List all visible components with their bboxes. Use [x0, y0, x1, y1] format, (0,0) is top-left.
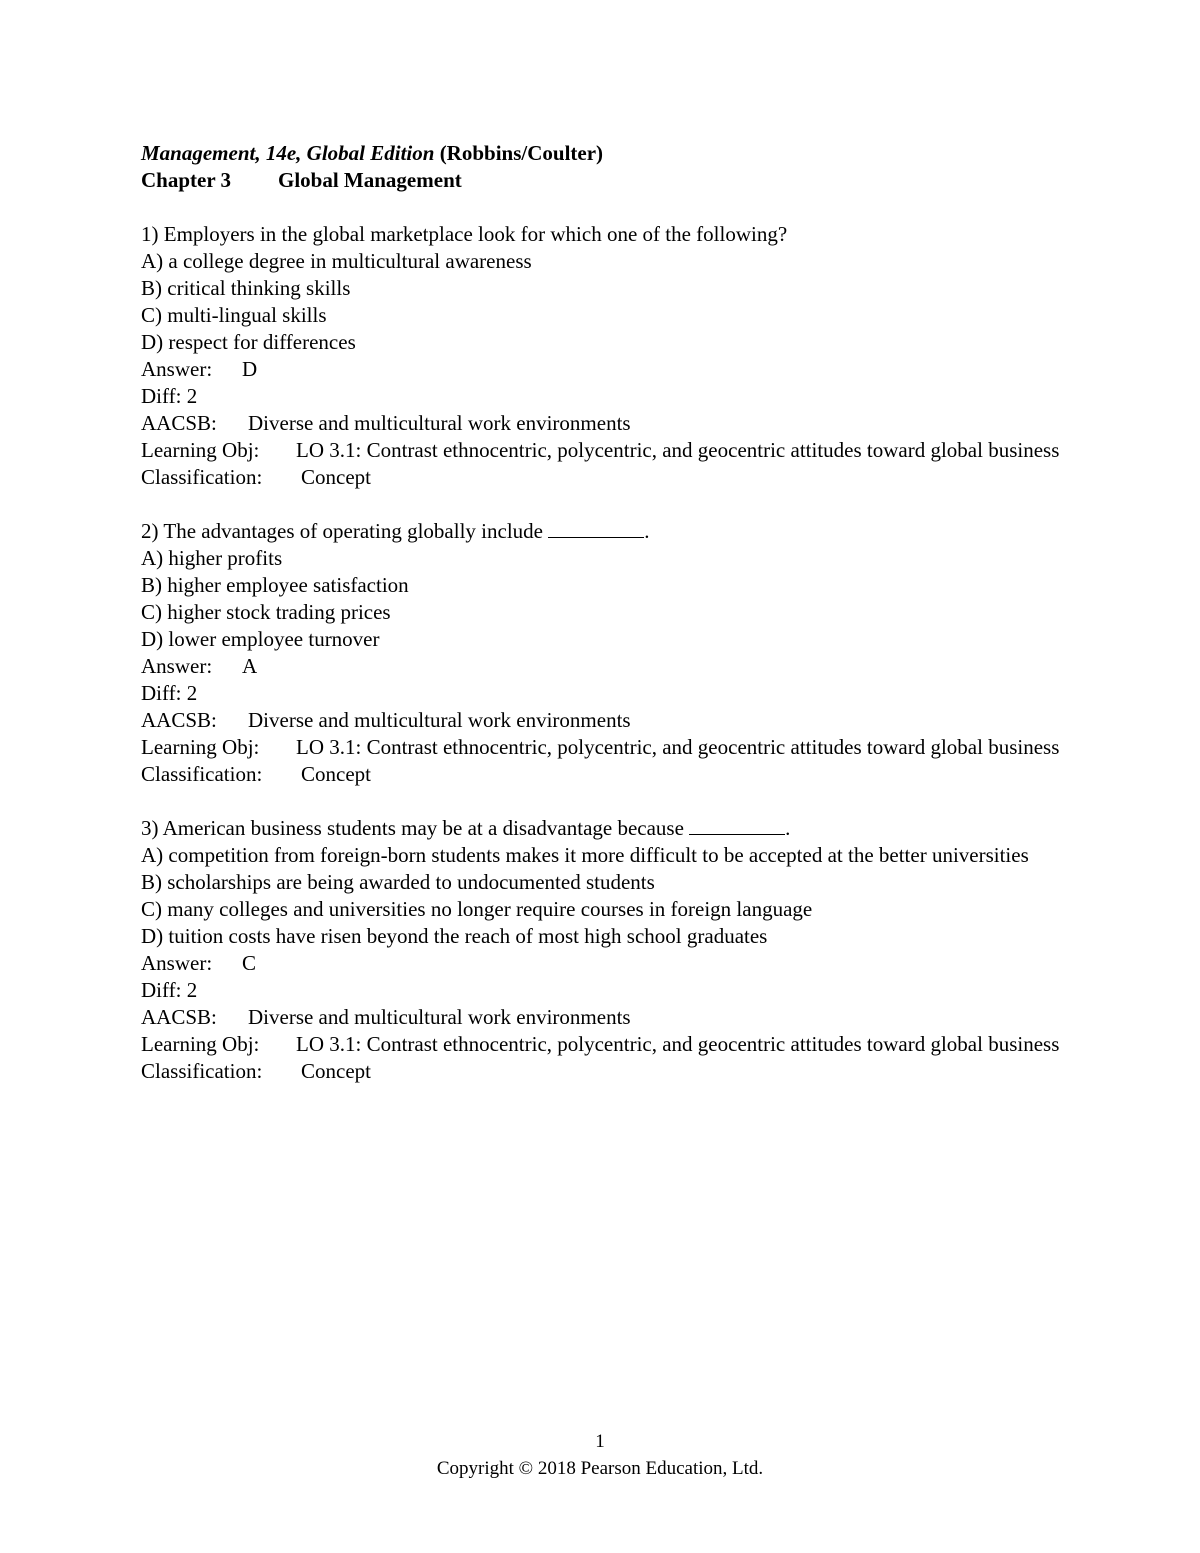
question-stem: 1) Employers in the global marketplace look for which one of the following? — [141, 222, 788, 246]
answer-value: D — [242, 357, 258, 381]
question-stem-end: . — [644, 519, 650, 543]
classification-value: Concept — [301, 762, 371, 786]
chapter-title: Global Management — [278, 168, 462, 192]
answer-value: A — [242, 654, 258, 678]
aacsb-value: Diverse and multicultural work environments — [248, 708, 631, 732]
question-stem-end: . — [785, 816, 791, 840]
answer-label: Answer: — [141, 951, 213, 975]
option-d: D) lower employee turnover — [141, 627, 380, 651]
option-d: D) respect for differences — [141, 330, 356, 354]
option-c: C) multi-lingual skills — [141, 303, 327, 327]
chapter-header — [141, 167, 1061, 194]
book-authors: (Robbins/Coulter) — [439, 141, 604, 165]
chapter-label: Chapter 3 — [141, 168, 232, 192]
option-a: A) a college degree in multicultural awareness — [141, 249, 532, 273]
fill-in-blank — [689, 816, 785, 835]
answer-label: Answer: — [141, 357, 213, 381]
option-c: C) higher stock trading prices — [141, 600, 391, 624]
classification-label: Classification: — [141, 762, 263, 786]
aacsb-label: AACSB: — [141, 708, 217, 732]
aacsb-value: Diverse and multicultural work environments — [248, 1005, 631, 1029]
answer-value: C — [242, 951, 257, 975]
option-c: C) many colleges and universities no longer require courses in foreign language — [141, 897, 813, 921]
learning-objective-row — [141, 1031, 1061, 1058]
question-stem — [141, 518, 1061, 545]
difficulty: Diff: 2 — [141, 384, 198, 408]
aacsb-row — [141, 1004, 1061, 1031]
option-d: D) tuition costs have risen beyond the reach of most high school graduates — [141, 924, 768, 948]
classification-value: Concept — [301, 1059, 371, 1083]
question-stem — [141, 815, 1061, 842]
aacsb-value: Diverse and multicultural work environments — [248, 411, 631, 435]
classification-row — [141, 1058, 1061, 1085]
learning-objective-row — [141, 734, 1061, 761]
option-b: B) higher employee satisfaction — [141, 573, 409, 597]
learning-objective-label: Learning Obj: — [141, 735, 260, 759]
aacsb-label: AACSB: — [141, 1005, 217, 1029]
option-b: B) scholarships are being awarded to undocumented students — [141, 870, 655, 894]
classification-row — [141, 464, 1061, 491]
learning-objective-value: LO 3.1: Contrast ethnocentric, polycentric, and geocentric attitudes toward global business — [296, 438, 1060, 462]
fill-in-blank — [548, 519, 644, 538]
question-1 — [141, 221, 1061, 491]
question-stem-text: 3) American business students may be at a disadvantage because — [141, 816, 684, 840]
answer-row — [141, 950, 1061, 977]
aacsb-row — [141, 707, 1061, 734]
option-a: A) higher profits — [141, 546, 283, 570]
classification-label: Classification: — [141, 465, 263, 489]
classification-row — [141, 761, 1061, 788]
option-a: A) competition from foreign-born students makes it more difficult to be accepted at the better universities — [141, 843, 1029, 867]
book-title: Management, 14e, Global Edition — [141, 141, 435, 165]
aacsb-label: AACSB: — [141, 411, 217, 435]
question-stem-text: 2) The advantages of operating globally include — [141, 519, 543, 543]
copyright-notice: Copyright © 2018 Pearson Education, Ltd. — [436, 1458, 764, 1479]
page-content — [141, 140, 1061, 1085]
learning-objective-label: Learning Obj: — [141, 438, 260, 462]
aacsb-row — [141, 410, 1061, 437]
question-3 — [141, 815, 1061, 1085]
answer-row — [141, 356, 1061, 383]
learning-objective-row — [141, 437, 1061, 464]
book-header — [141, 140, 1061, 167]
learning-objective-value: LO 3.1: Contrast ethnocentric, polycentric, and geocentric attitudes toward global business — [296, 1032, 1060, 1056]
classification-value: Concept — [301, 465, 371, 489]
answer-label: Answer: — [141, 654, 213, 678]
option-b: B) critical thinking skills — [141, 276, 351, 300]
answer-row — [141, 653, 1061, 680]
difficulty: Diff: 2 — [141, 681, 198, 705]
difficulty: Diff: 2 — [141, 978, 198, 1002]
learning-objective-label: Learning Obj: — [141, 1032, 260, 1056]
learning-objective-value: LO 3.1: Contrast ethnocentric, polycentric, and geocentric attitudes toward global business — [296, 735, 1060, 759]
page-number: 1 — [595, 1431, 605, 1452]
classification-label: Classification: — [141, 1059, 263, 1083]
question-2 — [141, 518, 1061, 788]
